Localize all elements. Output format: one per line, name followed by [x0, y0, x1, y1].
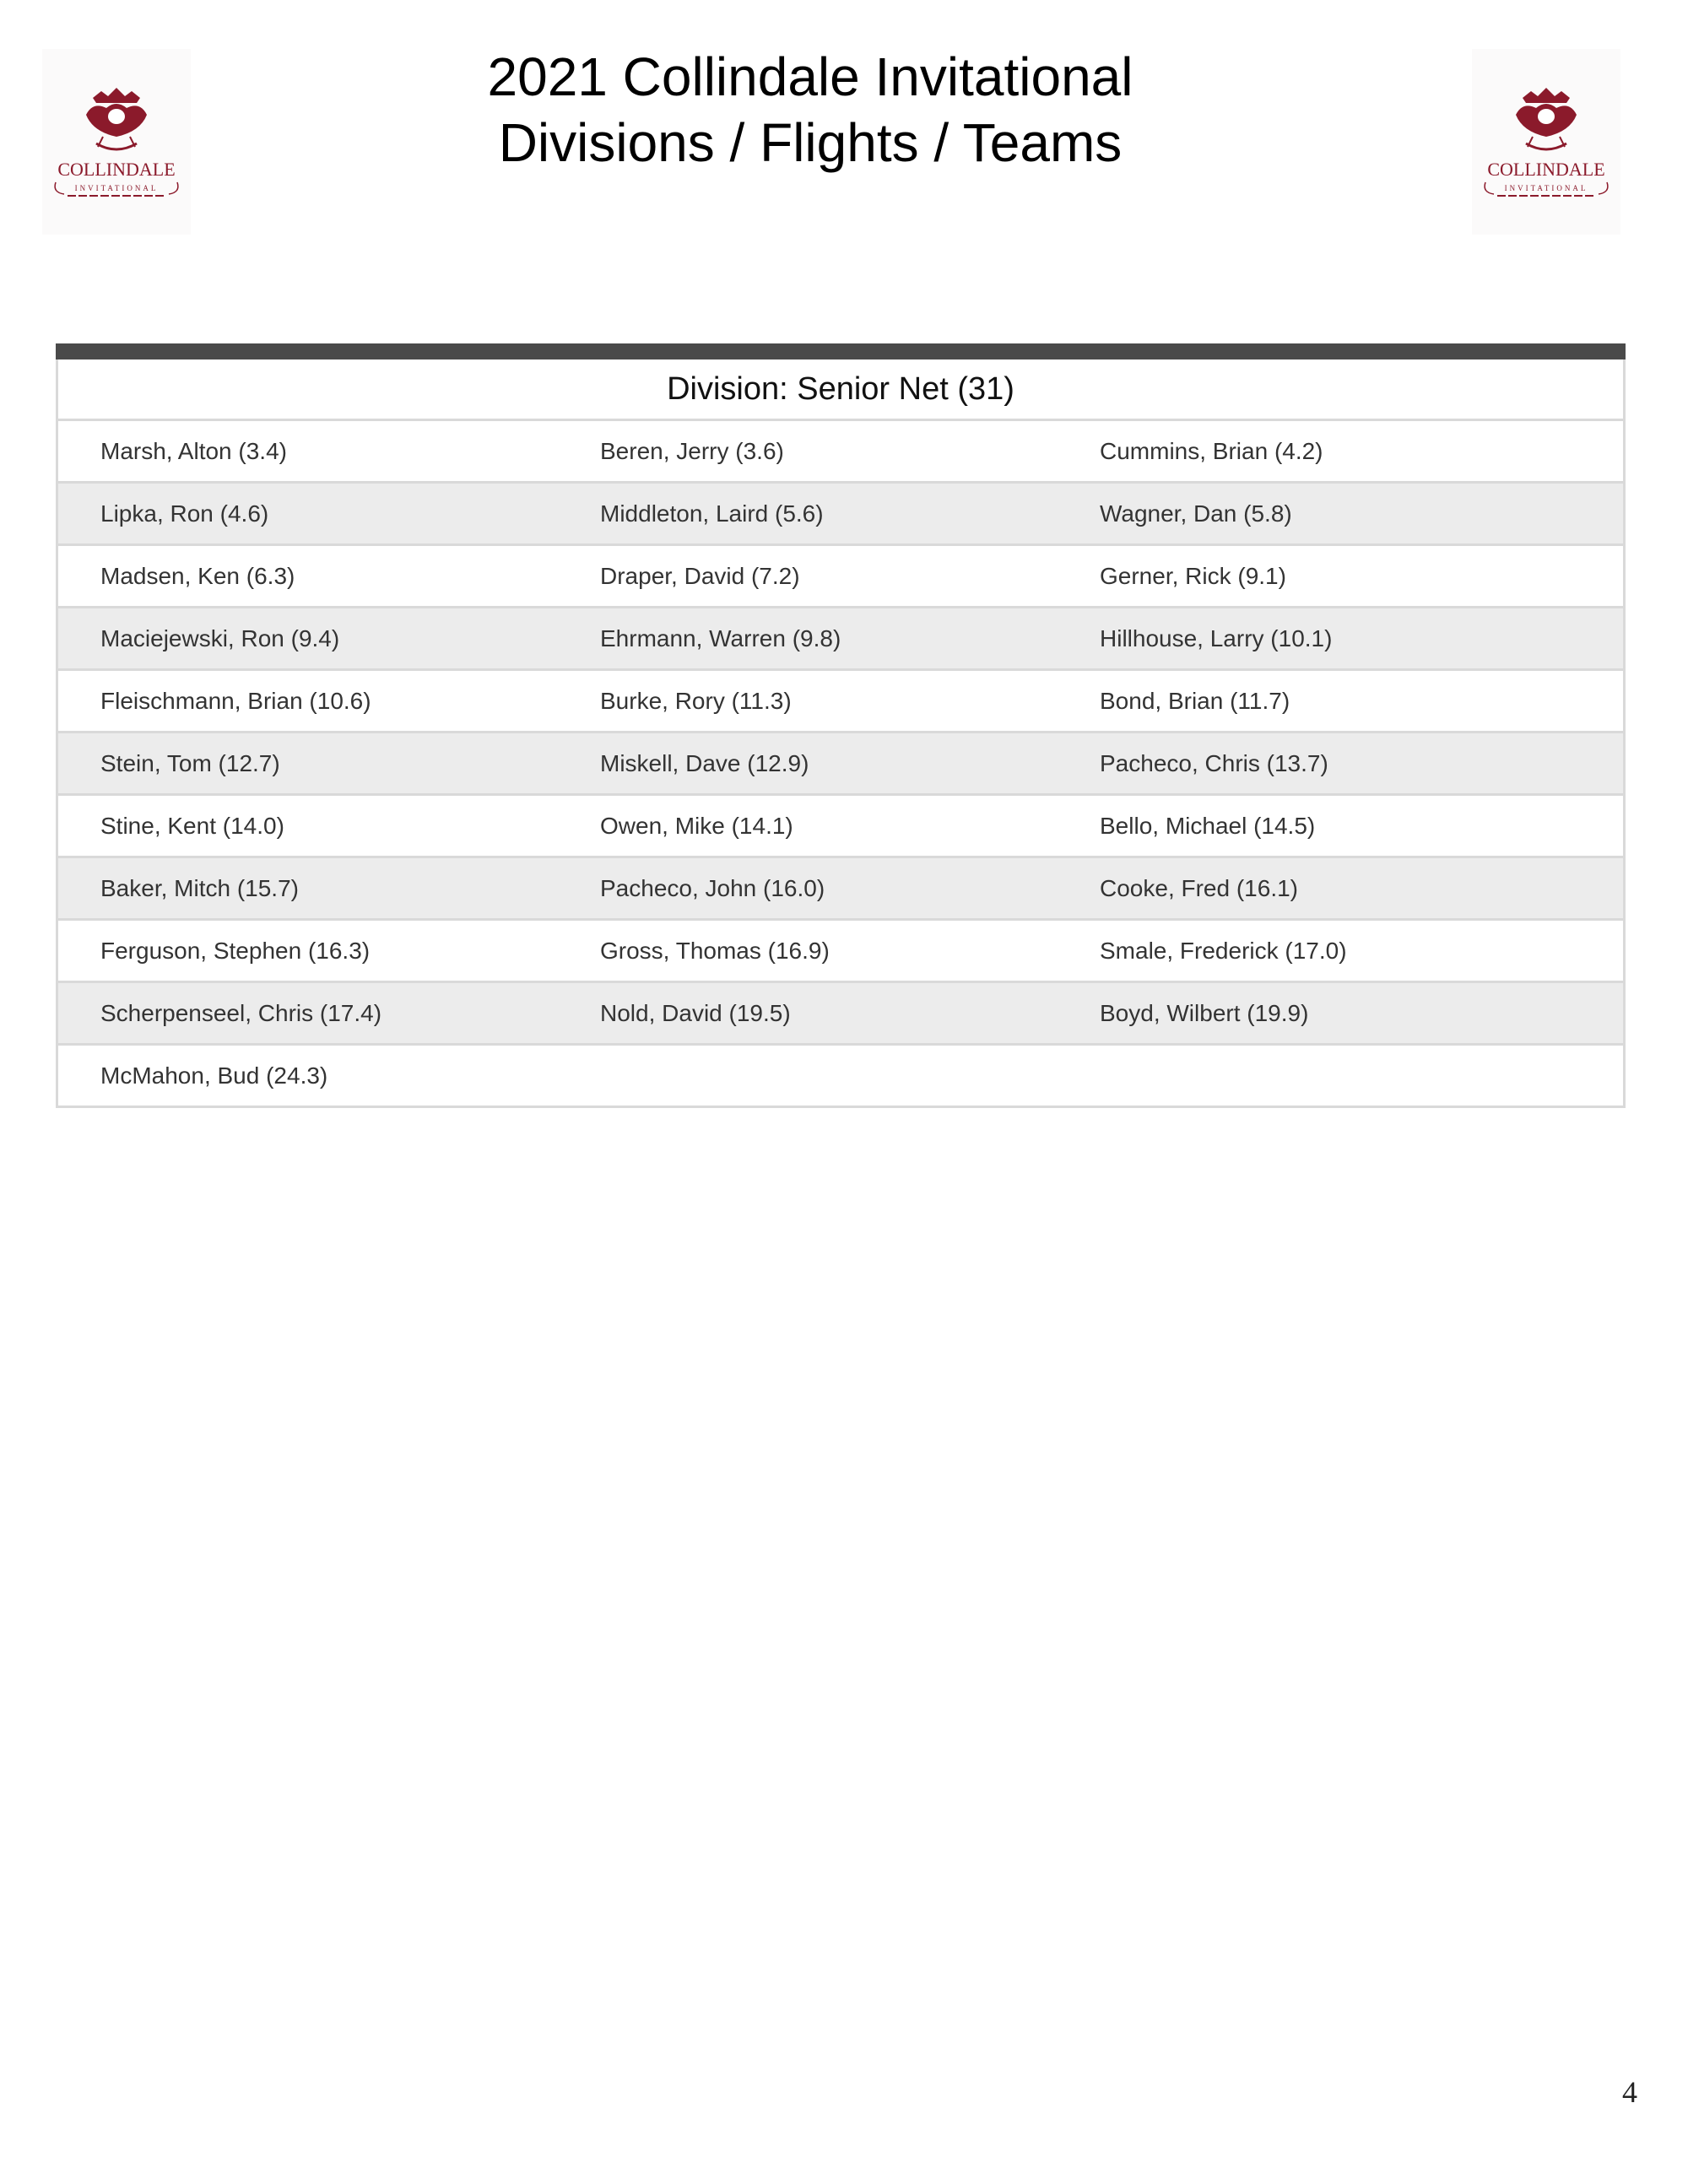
- player-cell: Owen, Mike (14.1): [600, 812, 793, 839]
- player-cell: Draper, David (7.2): [600, 562, 800, 589]
- player-cell: Gross, Thomas (16.9): [600, 937, 830, 964]
- table-row: [58, 1046, 1623, 1106]
- player-cell: Baker, Mitch (15.7): [100, 874, 299, 901]
- player-cell: Bello, Michael (14.5): [1100, 812, 1316, 839]
- player-cell: Ferguson, Stephen (16.3): [100, 937, 371, 964]
- table-row: [58, 858, 1623, 921]
- table-row: [58, 983, 1623, 1046]
- player-cell: Lipka, Ron (4.6): [100, 500, 269, 527]
- division-header: Division: Senior Net (31): [58, 359, 1623, 421]
- table-row: [58, 546, 1623, 608]
- player-cell: Smale, Frederick (17.0): [1100, 937, 1347, 964]
- player-cell: Nold, David (19.5): [600, 999, 791, 1026]
- crest-icon: [1472, 49, 1620, 235]
- collindale-logo-left: [42, 49, 191, 235]
- table-row: [58, 733, 1623, 796]
- player-cell: Madsen, Ken (6.3): [100, 562, 295, 589]
- player-cell: Wagner, Dan (5.8): [1100, 500, 1292, 527]
- player-cell: Boyd, Wilbert (19.9): [1100, 999, 1309, 1026]
- svg-text:COLLINDALE: COLLINDALE: [1487, 159, 1605, 180]
- crest-icon: [42, 49, 191, 235]
- player-cell: Gerner, Rick (9.1): [1100, 562, 1286, 589]
- player-cell: Maciejewski, Ron (9.4): [100, 624, 340, 651]
- player-cell: Beren, Jerry (3.6): [600, 437, 784, 464]
- player-cell: Stein, Tom (12.7): [100, 749, 280, 776]
- table-row: [58, 421, 1623, 484]
- page-title: [388, 44, 1232, 176]
- svg-text:INVITATIONAL: INVITATIONAL: [74, 184, 159, 192]
- table-row: [58, 608, 1623, 671]
- player-cell: Cummins, Brian (4.2): [1100, 437, 1323, 464]
- player-cell: Stine, Kent (14.0): [100, 812, 284, 839]
- table-row: [58, 796, 1623, 858]
- player-cell: McMahon, Bud (24.3): [100, 1062, 328, 1089]
- player-cell: Pacheco, John (16.0): [600, 874, 825, 901]
- table-row: [58, 484, 1623, 546]
- player-cell: Burke, Rory (11.3): [600, 687, 792, 714]
- player-cell: Ehrmann, Warren (9.8): [600, 624, 841, 651]
- table-row: [58, 671, 1623, 733]
- player-cell: Miskell, Dave (12.9): [600, 749, 809, 776]
- player-cell: Marsh, Alton (3.4): [100, 437, 287, 464]
- svg-text:INVITATIONAL: INVITATIONAL: [1504, 184, 1588, 192]
- player-cell: Fleischmann, Brian (10.6): [100, 687, 371, 714]
- player-cell: Hillhouse, Larry (10.1): [1100, 624, 1333, 651]
- collindale-logo-right: [1472, 49, 1620, 235]
- page-number: 4: [1622, 2075, 1637, 2109]
- page-title-line1: 2021 Collindale Invitational: [487, 46, 1133, 107]
- svg-text:COLLINDALE: COLLINDALE: [57, 159, 176, 180]
- player-cell: Cooke, Fred (16.1): [1100, 874, 1298, 901]
- table-row: [58, 921, 1623, 983]
- table-top-bar: [56, 343, 1626, 359]
- player-cell: Middleton, Laird (5.6): [600, 500, 824, 527]
- player-cell: Bond, Brian (11.7): [1100, 687, 1290, 714]
- division-table: [56, 343, 1626, 1108]
- page-title-line2: Divisions / Flights / Teams: [498, 112, 1123, 173]
- player-cell: Scherpenseel, Chris (17.4): [100, 999, 382, 1026]
- player-cell: Pacheco, Chris (13.7): [1100, 749, 1328, 776]
